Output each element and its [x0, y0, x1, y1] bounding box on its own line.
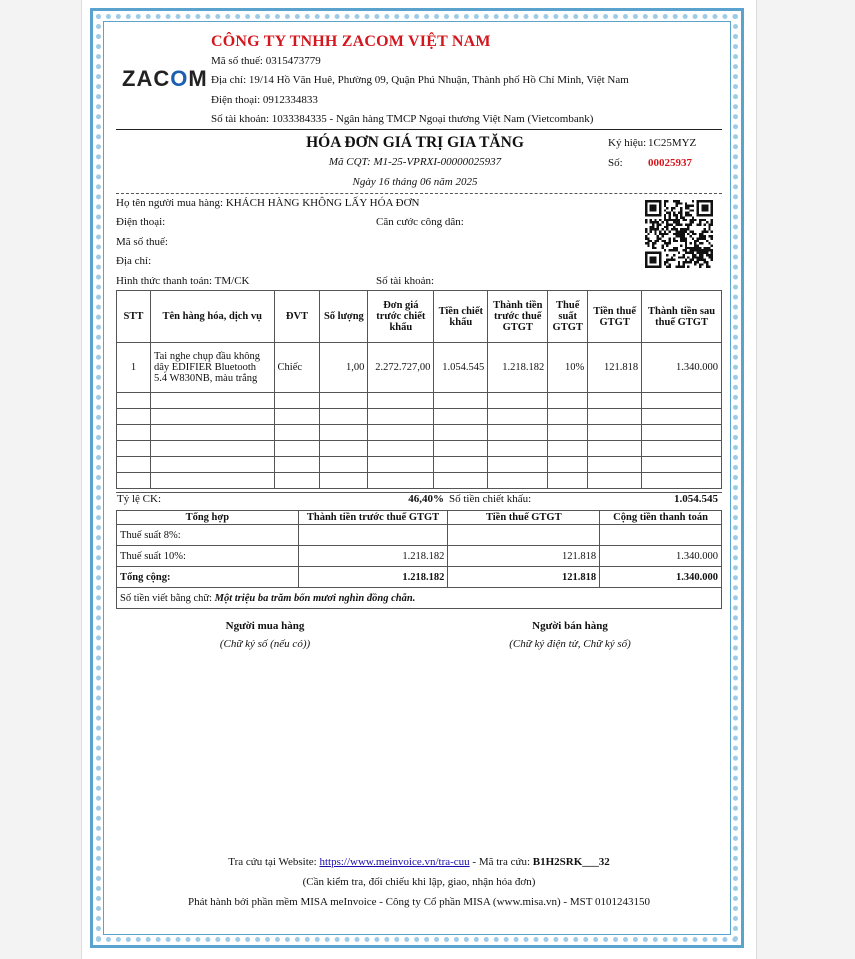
empty-cell — [548, 425, 588, 441]
summary-total: 1.340.000 — [600, 546, 722, 567]
summary-row — [117, 525, 722, 546]
empty-cell — [488, 393, 548, 409]
empty-cell — [150, 409, 274, 425]
empty-cell — [368, 409, 434, 425]
empty-cell — [320, 441, 368, 457]
empty-cell — [642, 393, 722, 409]
buyer-signature-note: (Chữ ký số (nếu có)) — [219, 638, 311, 650]
summary-tax — [448, 525, 600, 546]
empty-cell — [320, 457, 368, 473]
empty-cell — [320, 393, 368, 409]
table-row — [117, 343, 722, 393]
empty-cell — [320, 425, 368, 441]
empty-cell — [642, 457, 722, 473]
summary-header: Thành tiền trước thuế GTGT — [298, 511, 448, 525]
empty-cell — [117, 457, 151, 473]
empty-cell — [434, 409, 488, 425]
summary-header: Tiền thuế GTGT — [448, 511, 600, 525]
empty-cell — [117, 409, 151, 425]
cell-total: 1.340.000 — [642, 343, 722, 393]
empty-table-row — [117, 441, 722, 457]
empty-cell — [150, 393, 274, 409]
empty-table-row — [117, 409, 722, 425]
buyer-signature-title: Người mua hàng — [225, 620, 305, 632]
empty-cell — [274, 473, 320, 489]
empty-cell — [548, 473, 588, 489]
lookup-code-label: - Mã tra cứu: — [472, 856, 530, 868]
empty-cell — [320, 473, 368, 489]
cell-quantity: 1,00 — [320, 343, 368, 393]
discount-rate-value: 46,40% — [408, 493, 444, 505]
payment-method: Hình thức thanh toán: TM/CK — [116, 275, 250, 287]
empty-cell — [434, 457, 488, 473]
empty-cell — [150, 425, 274, 441]
lookup-link[interactable]: https://www.meinvoice.vn/tra-cuu — [319, 856, 470, 868]
cell-tax-rate: 10% — [548, 343, 588, 393]
company-bank: Số tài khoản: 1033384335 - Ngân hàng TMCP Ngoại thương Việt Nam (Vietcombank) — [211, 113, 594, 125]
empty-cell — [548, 409, 588, 425]
company-tax-code: Mã số thuế: 0315473779 — [211, 55, 321, 67]
empty-cell — [434, 441, 488, 457]
summary-header: Tổng hợp — [117, 511, 299, 525]
cqt-code: Mã CQT: M1-25-VPRXI-00000025937 — [328, 156, 502, 168]
invoice-title: HÓA ĐƠN GIÁ TRỊ GIA TĂNG — [306, 134, 524, 151]
discount-amount-label: Số tiền chiết khấu: — [449, 493, 532, 505]
empty-cell — [488, 425, 548, 441]
buyer-citizen-id: Căn cước công dân: — [376, 216, 464, 228]
summary-tax: 121.818 — [448, 546, 600, 567]
empty-cell — [548, 393, 588, 409]
buyer-tax-code: Mã số thuế: — [116, 236, 168, 248]
summary-header: Cộng tiền thanh toán — [600, 511, 722, 525]
cell-discount: 1.054.545 — [434, 343, 488, 393]
empty-cell — [150, 473, 274, 489]
summary-row — [117, 546, 722, 567]
buyer-name: Họ tên người mua hàng: KHÁCH HÀNG KHÔNG LẤY HÓA ĐƠN — [116, 197, 420, 209]
col-header: Tên hàng hóa, dịch vụ — [150, 291, 274, 343]
empty-cell — [274, 409, 320, 425]
empty-cell — [588, 441, 642, 457]
lookup-code: B1H2SRK___32 — [532, 856, 610, 868]
empty-cell — [588, 425, 642, 441]
total-pretax: 1.218.182 — [298, 567, 448, 588]
empty-table-row — [117, 457, 722, 473]
col-header: Thành tiền trước thuế GTGT — [488, 291, 548, 343]
empty-cell — [434, 393, 488, 409]
empty-cell — [642, 425, 722, 441]
buyer-phone: Điện thoại: — [116, 216, 166, 228]
cell-stt: 1 — [117, 343, 151, 393]
title-divider — [116, 193, 722, 194]
summary-label: Thuế suất 8%: — [117, 525, 299, 546]
empty-cell — [642, 409, 722, 425]
seller-signature-note: (Chữ ký điện tử, Chữ ký số) — [509, 638, 631, 650]
col-header: Số lượng — [320, 291, 368, 343]
issuer-note: Phát hành bởi phần mềm MISA meInvoice - Công ty Cổ phần MISA (www.misa.vn) - MST 0101243150 — [188, 896, 650, 908]
empty-cell — [488, 409, 548, 425]
empty-cell — [274, 393, 320, 409]
summary-label: Thuế suất 10%: — [117, 546, 299, 567]
empty-cell — [368, 425, 434, 441]
empty-cell — [588, 409, 642, 425]
buyer-account: Số tài khoản: — [376, 275, 435, 287]
lookup-line — [116, 856, 722, 868]
empty-cell — [274, 425, 320, 441]
discount-amount-value: 1.054.545 — [674, 493, 718, 505]
empty-cell — [274, 457, 320, 473]
empty-cell — [117, 441, 151, 457]
company-name: CÔNG TY TNHH ZACOM VIỆT NAM — [211, 33, 491, 50]
empty-cell — [488, 457, 548, 473]
empty-cell — [488, 473, 548, 489]
col-header: Tiền chiết khấu — [434, 291, 488, 343]
col-header: Thành tiền sau thuế GTGT — [642, 291, 722, 343]
empty-cell — [642, 473, 722, 489]
empty-cell — [150, 441, 274, 457]
company-logo: ZACOM — [122, 66, 208, 91]
invoice-number: 00025937 — [648, 157, 692, 169]
col-header: ĐVT — [274, 291, 320, 343]
empty-cell — [150, 457, 274, 473]
summary-pretax: 1.218.182 — [298, 546, 448, 567]
empty-cell — [320, 409, 368, 425]
symbol-label: Ký hiệu: — [608, 137, 647, 149]
lookup-prefix: Tra cứu tại Website: — [228, 856, 317, 868]
items-header-row — [117, 291, 722, 343]
empty-cell — [368, 457, 434, 473]
empty-table-row — [117, 425, 722, 441]
summary-total — [600, 525, 722, 546]
empty-cell — [548, 457, 588, 473]
cell-unit-price: 2.272.727,00 — [368, 343, 434, 393]
buyer-address: Địa chỉ: — [116, 255, 152, 267]
col-header: Thuế suất GTGT — [548, 291, 588, 343]
total-tax: 121.818 — [448, 567, 600, 588]
header-divider — [116, 129, 722, 130]
empty-cell — [368, 441, 434, 457]
empty-cell — [588, 457, 642, 473]
empty-cell — [117, 393, 151, 409]
symbol-value: 1C25MYZ — [648, 137, 697, 149]
number-label: Số: — [608, 157, 623, 169]
col-header: Tiền thuế GTGT — [588, 291, 642, 343]
empty-table-row — [117, 393, 722, 409]
cell-tax: 121.818 — [588, 343, 642, 393]
empty-cell — [488, 441, 548, 457]
company-address: Địa chỉ: 19/14 Hồ Văn Huê, Phường 09, Quận Phú Nhuận, Thành phố Hồ Chí Minh, Việt Nam — [211, 74, 629, 86]
empty-cell — [588, 393, 642, 409]
col-header: STT — [117, 291, 151, 343]
qr-code — [645, 200, 713, 268]
amount-in-words-value: Một triệu ba trăm bốn mươi nghìn đồng chẵn. — [214, 592, 416, 604]
cell-unit: Chiếc — [274, 343, 320, 393]
empty-cell — [434, 473, 488, 489]
summary-pretax — [298, 525, 448, 546]
discount-rate-label: Tỷ lệ CK: — [117, 493, 161, 505]
empty-cell — [588, 473, 642, 489]
total-label: Tổng cộng: — [117, 567, 299, 588]
empty-cell — [368, 473, 434, 489]
cell-item-name: Tai nghe chụp đầu không dây EDIFIER Bluetooth 5.4 W830NB, màu trắng — [150, 343, 274, 393]
empty-table-row — [117, 473, 722, 489]
amount-in-words — [117, 588, 722, 609]
summary-table — [116, 510, 722, 609]
check-note: (Cần kiểm tra, đối chiếu khi lập, giao, nhận hóa đơn) — [302, 876, 536, 888]
empty-cell — [117, 473, 151, 489]
col-header: Đơn giá trước chiết khấu — [368, 291, 434, 343]
amount-in-words-label: Số tiền viết bằng chữ: — [120, 592, 213, 604]
empty-cell — [434, 425, 488, 441]
empty-cell — [642, 441, 722, 457]
summary-total-row — [117, 567, 722, 588]
empty-cell — [117, 425, 151, 441]
seller-signature-title: Người bán hàng — [532, 620, 608, 632]
total-payment: 1.340.000 — [600, 567, 722, 588]
amount-in-words-row — [117, 588, 722, 609]
items-table — [116, 290, 722, 489]
empty-cell — [274, 441, 320, 457]
company-phone: Điện thoại: 0912334833 — [211, 94, 318, 106]
invoice-date: Ngày 16 tháng 06 năm 2025 — [352, 176, 478, 188]
cell-pretax: 1.218.182 — [488, 343, 548, 393]
summary-header-row — [117, 511, 722, 525]
empty-cell — [548, 441, 588, 457]
empty-cell — [368, 393, 434, 409]
